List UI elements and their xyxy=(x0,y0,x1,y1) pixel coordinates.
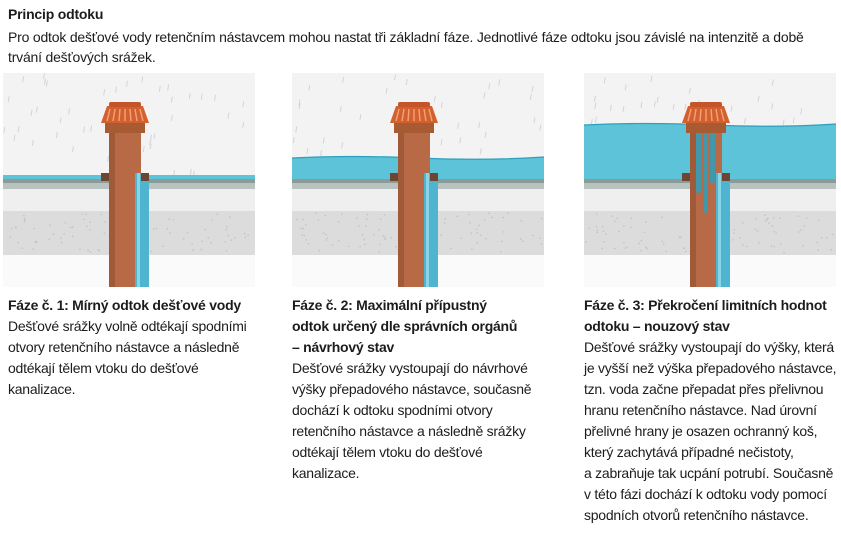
texture-dot xyxy=(207,237,209,239)
texture-dot xyxy=(365,225,367,227)
texture-dot xyxy=(754,229,756,231)
overflow-stream xyxy=(704,133,708,213)
texture-dot xyxy=(168,218,170,220)
heading-line: Fáze č. 2: Maximální přípustný xyxy=(292,297,487,313)
texture-dot xyxy=(229,216,231,218)
pipe-flange xyxy=(722,173,730,181)
texture-dot xyxy=(614,220,616,222)
texture-dot xyxy=(646,248,648,250)
phase-1-description xyxy=(8,316,278,400)
texture-dot xyxy=(614,248,616,250)
grate-slot xyxy=(408,109,409,121)
texture-dot xyxy=(341,213,343,215)
texture-dot xyxy=(501,241,503,243)
texture-dot xyxy=(327,237,329,239)
description-line: otvory retenčního nástavce a následně xyxy=(8,339,240,355)
texture-dot xyxy=(680,236,682,238)
inner-tube-highlight xyxy=(137,173,140,287)
texture-dot xyxy=(469,222,471,224)
heading-line: Fáze č. 3: Překročení limitních hodnot xyxy=(584,297,827,313)
texture-dot xyxy=(773,217,775,219)
description-line: kanalizace. xyxy=(292,465,360,481)
texture-dot xyxy=(645,221,647,223)
texture-dot xyxy=(742,244,744,246)
section-title: Princip odtoku xyxy=(8,6,104,22)
texture-dot xyxy=(625,247,627,249)
texture-dot xyxy=(630,227,632,229)
intro-line: Pro odtok dešťové vody retenčním nástavcem mohou nastat tři základní fáze. Jednotlivé fáze odtoku jsou závislé na intenzitě a době xyxy=(8,29,804,45)
texture-dot xyxy=(597,232,599,234)
texture-dot xyxy=(325,234,327,236)
phase-3-caption xyxy=(584,295,839,526)
texture-dot xyxy=(450,248,452,250)
drain-diagram xyxy=(584,73,836,287)
pipe-shade xyxy=(398,131,404,287)
texture-dot xyxy=(104,233,106,235)
texture-dot xyxy=(476,232,478,234)
texture-dot xyxy=(11,228,13,230)
texture-dot xyxy=(15,226,17,228)
texture-dot xyxy=(382,235,384,237)
texture-dot xyxy=(768,222,770,224)
texture-dot xyxy=(596,230,598,232)
texture-dot xyxy=(245,237,247,239)
texture-dot xyxy=(602,231,604,233)
texture-dot xyxy=(601,248,603,250)
texture-dot xyxy=(156,228,158,230)
texture-dot xyxy=(471,232,473,234)
description-line: přelivné hrany je osazen ochranný koš, xyxy=(584,423,818,439)
phase-2-caption xyxy=(292,295,572,484)
texture-dot xyxy=(301,234,303,236)
drain-diagram xyxy=(3,73,255,287)
description-line: spodních otvorů retenčního nástavce. xyxy=(584,507,809,523)
texture-dot xyxy=(100,213,102,215)
texture-dot xyxy=(187,232,189,234)
grate-collar xyxy=(686,123,726,133)
texture-dot xyxy=(802,245,804,247)
texture-dot xyxy=(645,247,647,249)
texture-dot xyxy=(89,229,91,231)
texture-dot xyxy=(775,232,777,234)
overflow-stream xyxy=(710,133,715,183)
grate-slot xyxy=(700,109,701,121)
texture-dot xyxy=(300,228,302,230)
texture-dot xyxy=(485,238,487,240)
texture-dot xyxy=(244,233,246,235)
texture-dot xyxy=(162,245,164,247)
texture-dot xyxy=(169,232,171,234)
texture-dot xyxy=(10,236,12,238)
texture-dot xyxy=(226,250,228,252)
inner-tube-highlight xyxy=(718,173,721,287)
heading-line: odtoku – nouzový stav xyxy=(584,318,730,334)
texture-dot xyxy=(24,221,26,223)
texture-dot xyxy=(508,212,510,214)
texture-dot xyxy=(774,231,776,233)
description-line: Dešťové srážky vystoupají do výšky, která xyxy=(584,339,834,355)
texture-dot xyxy=(806,217,808,219)
pipe-flange xyxy=(101,173,109,181)
texture-dot xyxy=(596,226,598,228)
texture-dot xyxy=(832,234,834,236)
phase-2-heading xyxy=(292,295,572,358)
texture-dot xyxy=(167,228,169,230)
description-line: odtékají tělem vtoku do dešťové xyxy=(8,360,199,376)
texture-dot xyxy=(231,239,233,241)
texture-dot xyxy=(308,243,310,245)
phase-3-illustration xyxy=(584,73,836,287)
texture-dot xyxy=(226,226,228,228)
grate-slot xyxy=(419,109,420,121)
phase-1-caption xyxy=(8,295,278,400)
intro-line: trvání dešťových srážek. xyxy=(8,48,156,65)
texture-dot xyxy=(87,249,89,251)
texture-dot xyxy=(821,237,823,239)
texture-dot xyxy=(319,250,321,252)
texture-dot xyxy=(63,233,65,235)
phase-1-illustration xyxy=(3,73,255,287)
texture-dot xyxy=(500,251,502,253)
texture-dot xyxy=(348,246,350,248)
description-line: kanalizace. xyxy=(8,381,76,397)
texture-dot xyxy=(362,234,364,236)
texture-dot xyxy=(86,213,88,215)
texture-dot xyxy=(323,233,325,235)
texture-dot xyxy=(201,241,203,243)
texture-dot xyxy=(746,246,748,248)
texture-dot xyxy=(641,240,643,242)
texture-dot xyxy=(79,249,81,251)
texture-dot xyxy=(183,238,185,240)
texture-dot xyxy=(798,231,800,233)
texture-dot xyxy=(758,242,760,244)
description-line: odtékají tělem vtoku do dešťové xyxy=(292,444,483,460)
grate-slot xyxy=(119,109,120,121)
description-line: a zabraňuje tak ucpání potrubí. Současně xyxy=(584,465,834,481)
texture-dot xyxy=(192,249,194,251)
texture-dot xyxy=(104,221,106,223)
texture-dot xyxy=(476,242,478,244)
texture-dot xyxy=(541,243,543,245)
texture-dot xyxy=(225,241,227,243)
texture-dot xyxy=(204,229,206,231)
texture-dot xyxy=(461,238,463,240)
texture-dot xyxy=(33,248,35,250)
texture-dot xyxy=(541,218,543,220)
texture-dot xyxy=(766,219,768,221)
grate-cap xyxy=(398,102,430,107)
texture-dot xyxy=(89,221,91,223)
texture-dot xyxy=(97,249,99,251)
grate-cap xyxy=(109,102,141,107)
texture-dot xyxy=(90,251,92,253)
texture-dot xyxy=(201,249,203,251)
texture-dot xyxy=(456,215,458,217)
texture-dot xyxy=(211,219,213,221)
texture-dot xyxy=(522,241,524,243)
texture-dot xyxy=(588,228,590,230)
pipe-shade xyxy=(690,131,696,287)
grate-collar xyxy=(394,123,434,133)
texture-dot xyxy=(440,235,442,237)
texture-dot xyxy=(17,242,19,244)
texture-dot xyxy=(33,228,35,230)
texture-dot xyxy=(611,215,613,217)
texture-dot xyxy=(72,236,74,238)
texture-dot xyxy=(757,230,759,232)
texture-dot xyxy=(378,229,380,231)
pipe-flange xyxy=(682,173,690,181)
texture-dot xyxy=(665,251,667,253)
texture-dot xyxy=(488,212,490,214)
texture-dot xyxy=(234,237,236,239)
intro-paragraph xyxy=(8,28,828,67)
grate-slot xyxy=(130,109,131,121)
texture-dot xyxy=(150,251,152,253)
texture-dot xyxy=(228,235,230,237)
texture-dot xyxy=(739,237,741,239)
texture-dot xyxy=(305,239,307,241)
texture-dot xyxy=(679,237,681,239)
phase-2-description xyxy=(292,358,572,484)
texture-dot xyxy=(358,225,360,227)
overflow-stream xyxy=(696,133,701,193)
texture-dot xyxy=(332,244,334,246)
pipe-flange xyxy=(141,173,149,181)
texture-dot xyxy=(303,219,305,221)
texture-dot xyxy=(468,214,470,216)
texture-dot xyxy=(480,234,482,236)
texture-dot xyxy=(53,233,55,235)
texture-dot xyxy=(478,224,480,226)
description-line: Dešťové srážky volně odtékají spodními xyxy=(8,318,247,334)
texture-dot xyxy=(296,219,298,221)
texture-dot xyxy=(364,239,366,241)
texture-dot xyxy=(631,218,633,220)
description-line: v této fázi dochází k odtoku vody pomocí xyxy=(584,486,827,502)
texture-dot xyxy=(315,212,317,214)
texture-dot xyxy=(380,218,382,220)
texture-dot xyxy=(683,247,685,249)
texture-dot xyxy=(444,218,446,220)
description-line: výšky přepadového nástavce, současně xyxy=(292,381,532,397)
texture-dot xyxy=(539,237,541,239)
phase-1-heading xyxy=(8,295,278,316)
description-line: je vyšší než výška přepadového nástavce, xyxy=(584,360,837,376)
texture-dot xyxy=(733,232,735,234)
texture-dot xyxy=(210,242,212,244)
texture-dot xyxy=(733,229,735,231)
texture-dot xyxy=(304,235,306,237)
texture-dot xyxy=(798,215,800,217)
pipe-shade xyxy=(109,131,115,287)
texture-dot xyxy=(72,226,74,228)
texture-dot xyxy=(661,241,663,243)
texture-dot xyxy=(82,213,84,215)
texture-dot xyxy=(338,221,340,223)
texture-dot xyxy=(771,245,773,247)
texture-dot xyxy=(603,241,605,243)
texture-dot xyxy=(395,246,397,248)
grate-slot xyxy=(711,109,712,121)
texture-dot xyxy=(685,251,687,253)
texture-dot xyxy=(521,220,523,222)
texture-dot xyxy=(585,241,587,243)
texture-dot xyxy=(771,225,773,227)
texture-dot xyxy=(380,244,382,246)
texture-dot xyxy=(61,242,63,244)
drain-diagram xyxy=(292,73,544,287)
texture-dot xyxy=(318,219,320,221)
texture-dot xyxy=(830,249,832,251)
texture-dot xyxy=(86,226,88,228)
pipe-flange xyxy=(430,173,438,181)
texture-dot xyxy=(803,225,805,227)
texture-dot xyxy=(471,248,473,250)
texture-dot xyxy=(520,238,522,240)
texture-dot xyxy=(366,218,368,220)
description-line: retenčního nástavce a následně srážky xyxy=(292,423,526,439)
texture-dot xyxy=(484,219,486,221)
texture-dot xyxy=(732,239,734,241)
description-line: který zachytává případné nečistoty, xyxy=(584,444,794,460)
texture-dot xyxy=(384,238,386,240)
texture-dot xyxy=(338,240,340,242)
texture-dot xyxy=(379,251,381,253)
texture-dot xyxy=(618,231,620,233)
texture-dot xyxy=(783,252,785,254)
texture-dot xyxy=(384,214,386,216)
texture-dot xyxy=(225,229,227,231)
texture-dot xyxy=(153,228,155,230)
texture-dot xyxy=(191,243,193,245)
texture-dot xyxy=(616,218,618,220)
texture-dot xyxy=(826,237,828,239)
inner-tube-highlight xyxy=(426,173,429,287)
texture-dot xyxy=(602,226,604,228)
texture-dot xyxy=(780,243,782,245)
description-line: dochází k odtoku spodními otvory xyxy=(292,402,493,418)
texture-dot xyxy=(779,217,781,219)
texture-dot xyxy=(640,250,642,252)
texture-dot xyxy=(623,225,625,227)
texture-dot xyxy=(764,214,766,216)
texture-dot xyxy=(773,246,775,248)
texture-dot xyxy=(305,224,307,226)
pipe-flange xyxy=(390,173,398,181)
texture-dot xyxy=(173,219,175,221)
texture-dot xyxy=(644,232,646,234)
texture-dot xyxy=(755,218,757,220)
texture-dot xyxy=(491,217,493,219)
texture-dot xyxy=(742,222,744,224)
grate-cap xyxy=(690,102,722,107)
texture-dot xyxy=(623,242,625,244)
texture-dot xyxy=(24,218,26,220)
texture-dot xyxy=(444,222,446,224)
texture-dot xyxy=(325,239,327,241)
texture-dot xyxy=(49,239,51,241)
texture-dot xyxy=(476,229,478,231)
phase-3-heading xyxy=(584,295,839,337)
texture-dot xyxy=(818,249,820,251)
texture-dot xyxy=(83,219,85,221)
texture-dot xyxy=(35,241,37,243)
texture-dot xyxy=(324,215,326,217)
texture-dot xyxy=(638,243,640,245)
texture-dot xyxy=(302,228,304,230)
texture-dot xyxy=(247,234,249,236)
phase-2-illustration xyxy=(292,73,544,287)
texture-dot xyxy=(359,246,361,248)
grate-collar xyxy=(105,123,145,133)
texture-dot xyxy=(532,235,534,237)
texture-dot xyxy=(800,229,802,231)
description-line: tzn. voda začne přepadat přes přelivnou xyxy=(584,381,824,397)
description-line: Dešťové srážky vystoupají do návrhové xyxy=(292,360,528,376)
texture-dot xyxy=(663,243,665,245)
texture-dot xyxy=(23,215,25,217)
texture-dot xyxy=(373,234,375,236)
phase-3-description xyxy=(584,337,839,526)
texture-dot xyxy=(366,214,368,216)
texture-dot xyxy=(217,213,219,215)
heading-line: – návrhový stav xyxy=(292,339,395,355)
texture-dot xyxy=(65,222,67,224)
texture-dot xyxy=(596,213,598,215)
texture-dot xyxy=(70,227,72,229)
texture-dot xyxy=(60,237,62,239)
texture-dot xyxy=(661,217,663,219)
texture-dot xyxy=(605,233,607,235)
heading-line: odtok určený dle správních orgánů xyxy=(292,318,518,334)
texture-dot xyxy=(22,247,24,249)
heading-line: Fáze č. 1: Mírný odtok dešťové vody xyxy=(8,297,241,313)
texture-dot xyxy=(503,231,505,233)
texture-dot xyxy=(502,217,504,219)
texture-dot xyxy=(816,242,818,244)
texture-dot xyxy=(626,246,628,248)
texture-dot xyxy=(765,220,767,222)
texture-dot xyxy=(391,237,393,239)
texture-dot xyxy=(364,243,366,245)
texture-dot xyxy=(384,236,386,238)
texture-dot xyxy=(49,224,51,226)
texture-dot xyxy=(818,220,820,222)
texture-dot xyxy=(356,217,358,219)
description-line: hranu retenčního nástavce. Nad úrovní xyxy=(584,402,817,418)
